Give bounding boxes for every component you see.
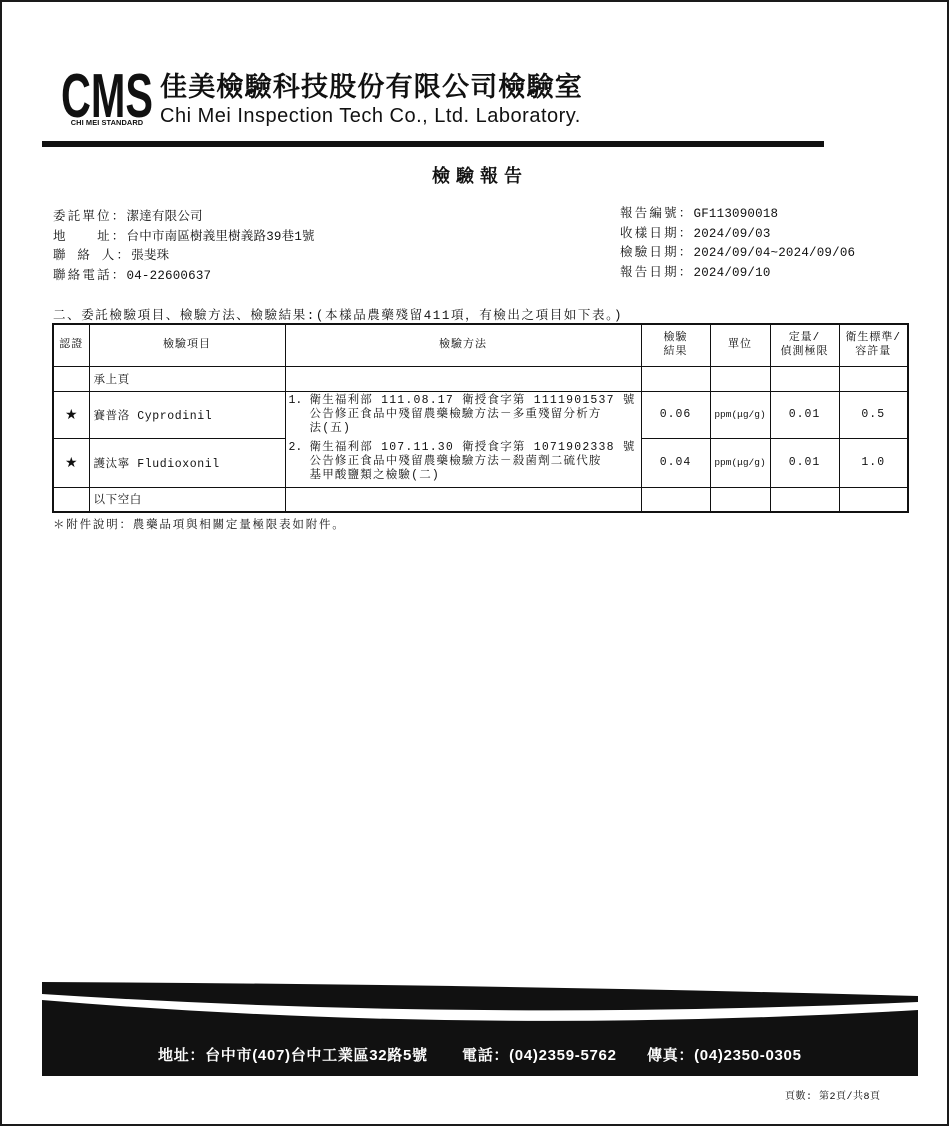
company-logo bbox=[61, 71, 153, 129]
attachment-note: ＊附件說明：農藥品項與相關定量極限表如附件。 bbox=[53, 519, 346, 532]
cms-logo-mark bbox=[61, 71, 153, 119]
sample-received-date: 2024/09/03 bbox=[693, 226, 771, 241]
page-number: 頁數: 第2頁/共8頁 bbox=[785, 1092, 881, 1103]
empty-cell bbox=[710, 366, 770, 391]
test-result: 0.04 bbox=[641, 438, 710, 487]
test-item: 賽普洛 Cyprodinil bbox=[89, 391, 285, 438]
continued-label: 承上頁 bbox=[89, 366, 285, 391]
footer-fax: 傳真：(04)2350-0305 bbox=[647, 1047, 802, 1064]
empty-cell bbox=[839, 366, 908, 391]
empty-cell bbox=[53, 366, 89, 391]
client-contact: 張斐珠 bbox=[131, 249, 170, 264]
section-heading: 二、委託檢驗項目、檢驗方法、檢驗結果:(本樣品農藥殘留411項，有檢出之項目如下表。) bbox=[53, 309, 624, 323]
method-text: 衛生福利部 107.11.30 衛授食字第 1071902338 號 公告修正食品中殘留農藥檢驗方法－殺菌劑二硫代胺 基甲酸鹽類之檢驗(二) bbox=[309, 440, 636, 482]
document-title: 檢驗報告 bbox=[432, 166, 528, 187]
quantitation-limit: 0.01 bbox=[770, 438, 839, 487]
empty-cell bbox=[53, 487, 89, 512]
empty-cell bbox=[641, 366, 710, 391]
empty-cell bbox=[770, 366, 839, 391]
certified-star-icon: ★ bbox=[53, 391, 89, 438]
report-info-line bbox=[620, 264, 855, 284]
logo-caption: CHI MEI STANDARD bbox=[70, 118, 144, 127]
method-text: 衛生福利部 111.08.17 衛授食字第 1111901537 號 公告修正食品中殘留農藥檢驗方法－多重殘留分析方 法(五) bbox=[309, 393, 636, 435]
client-phone: 04-22600637 bbox=[126, 268, 212, 283]
result-unit: ppm(μg/g) bbox=[710, 438, 770, 487]
field-label: 聯絡電話： bbox=[53, 268, 127, 283]
logo-mark-text: CMS bbox=[61, 71, 153, 119]
result-unit: ppm(μg/g) bbox=[710, 391, 770, 438]
test-result: 0.06 bbox=[641, 391, 710, 438]
header-cert: 認證 bbox=[53, 324, 89, 366]
report-info-line bbox=[620, 225, 855, 245]
report-info bbox=[620, 205, 855, 283]
test-method-cell bbox=[285, 391, 641, 487]
client-info-line bbox=[53, 228, 315, 248]
field-label: 收樣日期： bbox=[620, 226, 694, 241]
results-table bbox=[52, 323, 909, 513]
header-result: 檢驗 結果 bbox=[641, 324, 710, 366]
method-number: 2. bbox=[288, 440, 303, 454]
header-limit: 衛生標準/ 容許量 bbox=[839, 324, 908, 366]
report-info-line bbox=[620, 205, 855, 225]
client-name: 潔達有限公司 bbox=[126, 210, 203, 224]
field-label: 報告日期： bbox=[620, 265, 694, 280]
test-item: 護汰寧 Fludioxonil bbox=[89, 438, 285, 487]
tolerance-limit: 0.5 bbox=[839, 391, 908, 438]
test-method bbox=[288, 394, 639, 436]
header-divider bbox=[42, 141, 824, 147]
empty-cell bbox=[641, 487, 710, 512]
end-label: 以下空白 bbox=[89, 487, 285, 512]
field-label: 聯 絡 人： bbox=[53, 249, 132, 264]
report-number: GF113090018 bbox=[693, 207, 779, 221]
header-unit: 單位 bbox=[710, 324, 770, 366]
quantitation-limit: 0.01 bbox=[770, 391, 839, 438]
certified-star-icon: ★ bbox=[53, 438, 89, 487]
test-method bbox=[288, 441, 639, 483]
empty-cell bbox=[710, 487, 770, 512]
report-date: 2024/09/10 bbox=[693, 265, 771, 280]
field-label: 委託單位： bbox=[53, 210, 127, 224]
empty-cell bbox=[770, 487, 839, 512]
empty-cell bbox=[839, 487, 908, 512]
client-address: 台中市南區樹義里樹義路39巷1號 bbox=[126, 229, 315, 244]
footer-phone: 電話：(04)2359-5762 bbox=[462, 1047, 617, 1064]
client-info-line bbox=[53, 247, 315, 267]
client-info-line bbox=[53, 208, 315, 228]
table-header-row bbox=[53, 324, 908, 366]
header-item: 檢驗項目 bbox=[89, 324, 285, 366]
field-label: 檢驗日期： bbox=[620, 246, 694, 261]
table-row bbox=[53, 391, 908, 438]
method-number: 1. bbox=[288, 393, 303, 407]
report-info-line bbox=[620, 244, 855, 264]
company-name-english: Chi Mei Inspection Tech Co., Ltd. Laboratory. bbox=[160, 105, 581, 127]
company-name-chinese: 佳美檢驗科技股份有限公司檢驗室 bbox=[160, 72, 583, 103]
table-row-end bbox=[53, 487, 908, 512]
header-method: 檢驗方法 bbox=[285, 324, 641, 366]
client-info bbox=[53, 208, 315, 286]
inspection-date-range: 2024/09/04~2024/09/06 bbox=[693, 246, 856, 261]
client-info-line bbox=[53, 267, 315, 287]
footer-address: 地址：台中市(407)台中工業區32路5號 bbox=[158, 1047, 428, 1064]
empty-cell bbox=[285, 487, 641, 512]
field-label: 報告編號： bbox=[620, 207, 694, 221]
tolerance-limit: 1.0 bbox=[839, 438, 908, 487]
header-loq: 定量/ 偵測極限 bbox=[770, 324, 839, 366]
field-label: 地 址： bbox=[53, 229, 127, 244]
table-row-continued bbox=[53, 366, 908, 391]
empty-cell bbox=[285, 366, 641, 391]
